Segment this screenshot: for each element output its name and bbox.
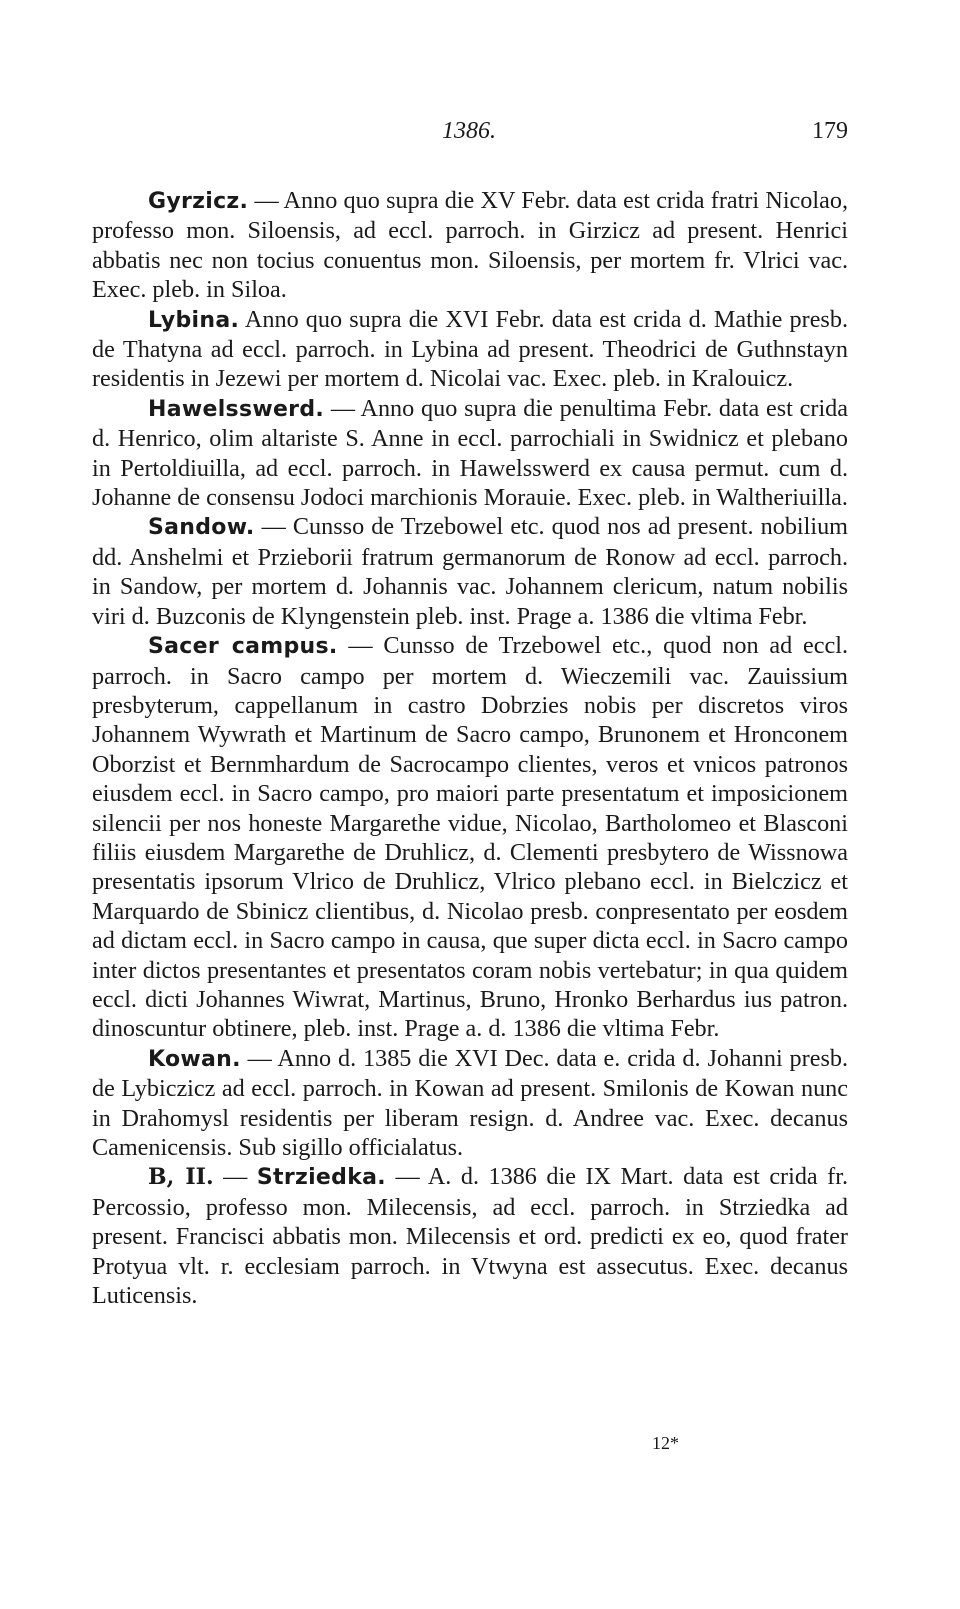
entry [92, 631, 848, 1044]
entry-place-name: Hawelsswerd. [148, 396, 325, 422]
entry-place-name: Lybina. [148, 307, 240, 333]
entry [92, 186, 848, 305]
running-head [92, 118, 848, 158]
entry-place-name: Kowan. [148, 1046, 241, 1072]
entry-text: — Cunsso de Trzebowel etc. quod nos ad present. nobilium dd. Anshelmi et Przieborii fratrum germanorum de Ronow ad eccl. parroch. in Sandow, per mortem d. Johannis vac. Johannem clericum, natum nobilis viri d. Buzconis de Klyngenstein pleb. inst. Prage a. 1386 die vltima Febr. [92, 513, 848, 630]
entry [92, 512, 848, 631]
entry-text: — A. d. 1386 die IX Mart. data est crida fr. Percossio, professo mon. Milecensis, ad eccl. parroch. in Strziedka ad present. Francisci abbatis mon. Milecensis et ord. predicti ex eo, quod frater Protyua vlt. r. ecclesiam parroch. in Vtwyna est assecutus. Exec. decanus Luticensis. [92, 1163, 849, 1310]
entry-text: — Cunsso de Trzebowel etc., quod non ad eccl. parroch. in Sacro campo per mortem d. Wieczemili vac. Zauissium presbyterum, cappellanum in castro Dobrzies nobis per discretos viros Johannem Wywrath et Martinum de Sacro campo, Brunonem et Hronconem Oborzist et Bernmhardum de Sacrocampo clientes, veros et vnicos patronos eiusdem eccl. in Sacro campo, pro maiori parte presentatum et imposicionem silencii per nos honeste Margarethe vidue, Nicolao, Bartholomeo et Blasconi filiis eiusdem Margarethe de Druhlicz, d. Clementi presbytero de Wissnowa presentatis ipsorum Vlrico de Druhlicz, Vlrico plebano eccl. in Bielczicz et Marquardo de Sbinicz clientibus, d. Nicolao presb. conpresentato per eosdem ad dictam eccl. in Sacro campo in causa, que super dicta eccl. in Sacro campo inter dictos presentantes et presentatos coram nobis vertebatur; in qua quidem eccl. dicti Johannes Wiwrat, Martinus, Bruno, Hronko Berhardus ius patron. dinoscuntur obtinere, pleb. inst. Prage a. d. 1386 die vltima Febr. [92, 632, 849, 1043]
entry-text: Anno quo supra die XVI Febr. data est crida d. Mathie presb. de Thatyna ad eccl. parroch. in Lybina ad present. Theodrici de Guthnstayn residentis in Jezewi per mortem d. Nicolai vac. Exec. pleb. in Kralouicz. [92, 305, 848, 393]
entry-sigla: B, II. [148, 1164, 214, 1191]
entry-place-name: Gyrzicz. [148, 189, 249, 214]
entry-place-name: Sacer campus. [148, 634, 338, 660]
main-text [92, 186, 848, 1310]
entry [92, 305, 848, 394]
page-number: 179 [812, 118, 848, 144]
entry [92, 394, 848, 513]
entry-text: — Anno quo supra die penultima Febr. data est crida d. Henrico, olim altariste S. Anne in eccl. parrochiali in Swidnicz et plebano in Pertoldiuilla, ad eccl. parroch. in Hawelsswerd ex causa permut. cum d. Johanne de consensu Jodoci marchionis Morauie. Exec. pleb. in Waltheriuilla. [92, 394, 848, 512]
entry [92, 1044, 848, 1163]
entry [92, 1162, 848, 1310]
signature-mark: 12* [652, 1433, 679, 1453]
entry-text: — Anno d. 1385 die XVI Dec. data e. crida d. Johanni presb. de Lybiczicz ad eccl. parroch. in Kowan ad present. Smilonis de Kowan nunc in Drahomysl residentis per liberam resign. d. Andree vac. Exec. decanus Camenicensis. Sub sigillo officialatus. [92, 1044, 848, 1161]
entry-place-name: Sandow. [148, 515, 255, 541]
page-body [92, 118, 848, 1310]
entry-separator: — [213, 1163, 257, 1191]
entry-place-name: Strziedka. [256, 1165, 386, 1191]
running-head-year: 1386. [442, 118, 496, 144]
entry-text: — Anno quo supra die XV Febr. data est crida fratri Nicolao, professo mon. Siloensis, ad eccl. parroch. in Girzicz ad present. Henrici abbatis nec non tocius conuentus mon. Siloensis, per mortem fr. Vlrici vac. Exec. pleb. in Siloa. [92, 187, 848, 304]
